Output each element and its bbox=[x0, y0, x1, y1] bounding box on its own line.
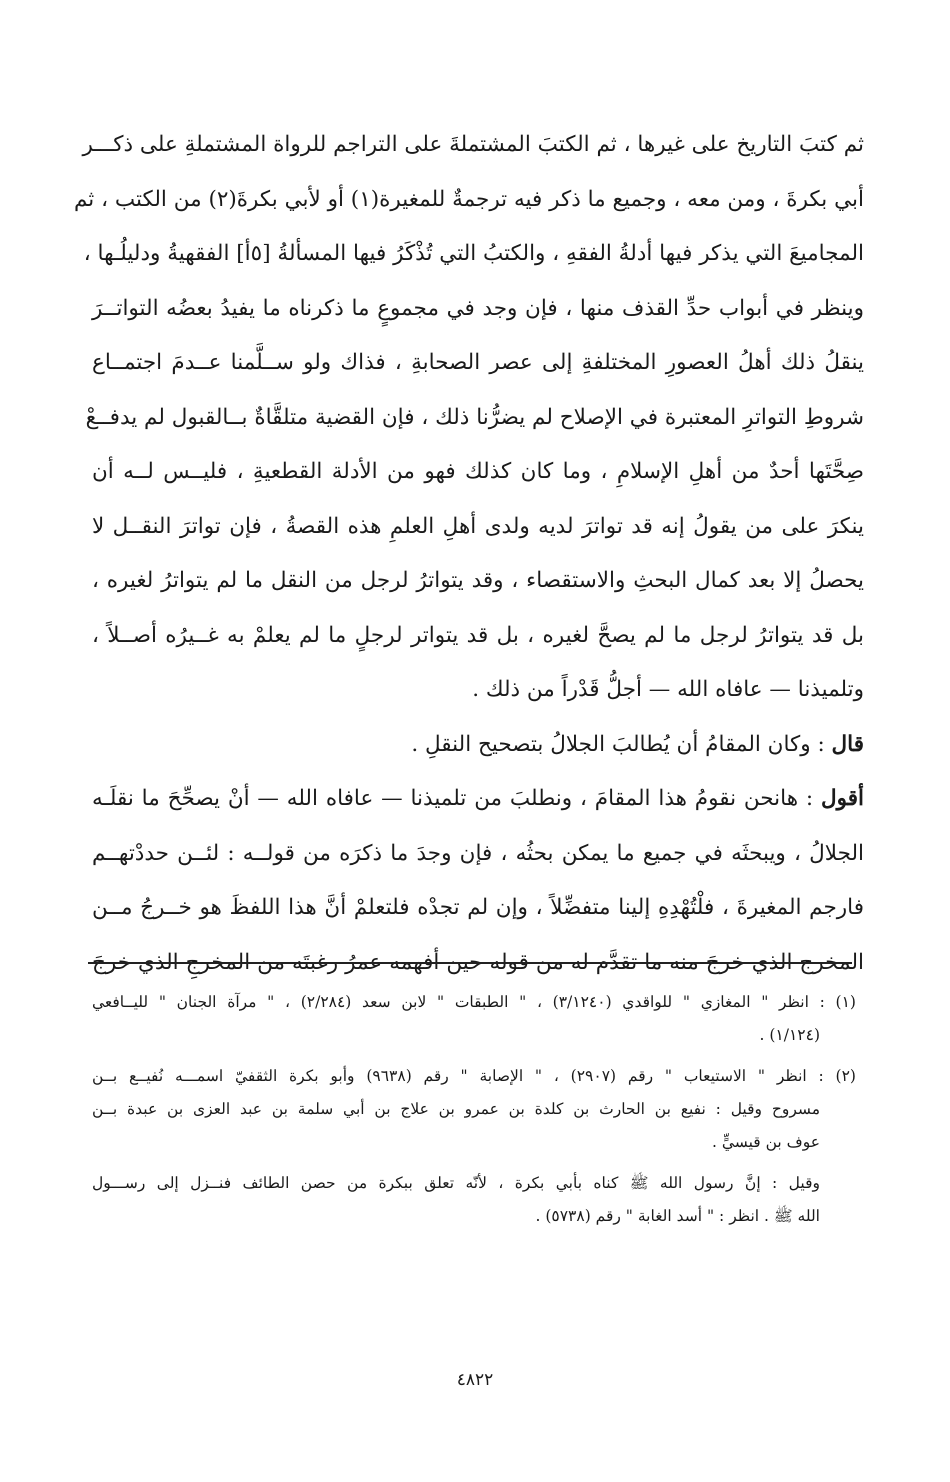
qal-text: : وكان المقامُ أن يُطالبَ الجلالُ بتصحيح النقلِ . bbox=[411, 731, 832, 757]
aqul-label: أقول bbox=[821, 786, 864, 811]
text-line-3: المجاميعَ التي يذكر فيها أدلةُ الفقهِ ، والكتبُ التي تُذْكَرُ فيها المسألةُ [٥أ] الفقهيةُ ودليلُـها ، bbox=[83, 241, 864, 266]
footnote-1 bbox=[92, 986, 856, 1052]
text-line-16: المخرج الذي خرجَ منه ما تقدَّم له من قوله حين أفهمه عمرُ رغبتَه من المخرجِ الذي خرجَ bbox=[92, 949, 864, 975]
footnote-3-line-2: الله ﷺ . انظر : " أسد الغابة " رقم (٥٧٣٨) . bbox=[535, 1207, 820, 1225]
text-line-14: الجلالُ ، ويبحثَه في جميع ما يمكن بحثُه ، فإن وجدَ ما ذكرَه من قولــه : لئــن حددْتهــم bbox=[92, 840, 864, 866]
text-line-15: فارجم المغيرةَ ، فلْتُهْدِهِ إلينا متفضِّلاً ، وإن لم تجدْه فلتعلمْ أنَّ هذا اللفظَ هو خــرجُ مــن bbox=[92, 895, 864, 920]
footnote-1-line-2: (١/١٢٤) . bbox=[759, 1026, 820, 1044]
page-number: ٤٨٢٢ bbox=[456, 1370, 494, 1390]
footnote-2-line-1: (٢) : انظر " الاستيعاب " رقم (٢٩٠٧) ، " الإصابة " رقم (٩٦٣٨) وأبو بكرة الثقفيّ اسمـــه نُفيــع بــن bbox=[92, 1067, 856, 1085]
footnote-2-line-2: مسروح وقيل : نفيع بن الحارث بن كلدة بن عمرو بن علاج بن أبي سلمة بن عبد العزى بن عبدة بــن bbox=[92, 1100, 820, 1118]
main-text bbox=[74, 118, 864, 990]
footnote-1-line-1: (١) : انظر " المغازي " للواقدي (٣/١٢٤٠) ، " الطبقات " لابن سعد (٢/٢٨٤) ، " مرآة الجنان " لليــافعي bbox=[92, 993, 856, 1011]
text-line-6: شروطِ التواترِ المعتبرة في الإصلاح لم يضرُّنا ذلك ، فإن القضية متلقَّاةٌ بــالقبول لم يدفــعْ bbox=[85, 404, 864, 430]
footnote-3-line-1: وقيل : إنَّ رسول الله ﷺ كناه بأبي بكرة ، لأنّه تعلق ببكرة من حصن الطائف فنــزل إلى رســـول bbox=[92, 1174, 820, 1192]
footnote-separator bbox=[88, 962, 852, 964]
qal-label: قال bbox=[831, 731, 864, 757]
text-line-9: يحصلُ إلا بعد كمال البحثِ والاستقصاء ، وقد يتواترُ لرجل من النقل ما لم يتواترُ لغيره ، bbox=[92, 568, 864, 593]
text-line-7: صِحَّتَها أحدٌ من أهلِ الإسلامِ ، وما كان كذلك فهو من الأدلة القطعيةِ ، فليــس لــه أن bbox=[92, 459, 864, 484]
text-line-11: وتلميذنا — عافاه الله — أجلُّ قَدْراً من ذلك . bbox=[472, 677, 864, 702]
footnote-2-continued bbox=[92, 1167, 856, 1233]
qal-paragraph bbox=[92, 718, 864, 773]
text-line-8: ينكرَ على من يقولُ إنه قد تواترَ لديه ولدى أهلِ العلمِ هذه القصةُ ، فإن تواترَ النقــل لا bbox=[92, 513, 864, 539]
footnote-2-line-3: عوف بن قيسيٍّ . bbox=[712, 1133, 820, 1151]
text-line-2: أبي بكرةَ ، ومن معه ، وجميع ما ذكر فيه ترجمةٌ للمغيرة(١) أو لأبي بكرةَ(٢) من الكتب ، ثم bbox=[74, 186, 864, 212]
footnotes bbox=[92, 986, 856, 1241]
footnote-2 bbox=[92, 1060, 856, 1159]
text-line-4: وينظر في أبواب حدِّ القذف منها ، فإن وجد في مجموعٍ ما ذكرناه ما يفيدُ بعضُه التواتــرَ bbox=[92, 295, 864, 321]
text-line-1: ثم كتبَ التاريخ على غيرها ، ثم الكتبَ المشتملةَ على التراجم للرواة المشتملةِ على ذكـــر bbox=[82, 132, 864, 157]
text-line-5: ينقلُ ذلك أهلُ العصورِ المختلفةِ إلى عصر الصحابةِ ، فذاك ولو ســلَّمنا عــدمَ اجتمــاع bbox=[92, 350, 864, 375]
aqul-text: : هانحن نقومُ هذا المقامَ ، ونطلبَ من تلميذنا — عافاه الله — أنْ يصحِّحَ ما نقلَـه bbox=[92, 786, 822, 811]
aqul-paragraph-first-line bbox=[92, 772, 864, 827]
text-line-10: بل قد يتواترُ لرجل ما لم يصحَّ لغيره ، بل قد يتواتر لرجلٍ ما لم يعلمْ به غــيرُه أصــلاً ، bbox=[92, 622, 864, 648]
